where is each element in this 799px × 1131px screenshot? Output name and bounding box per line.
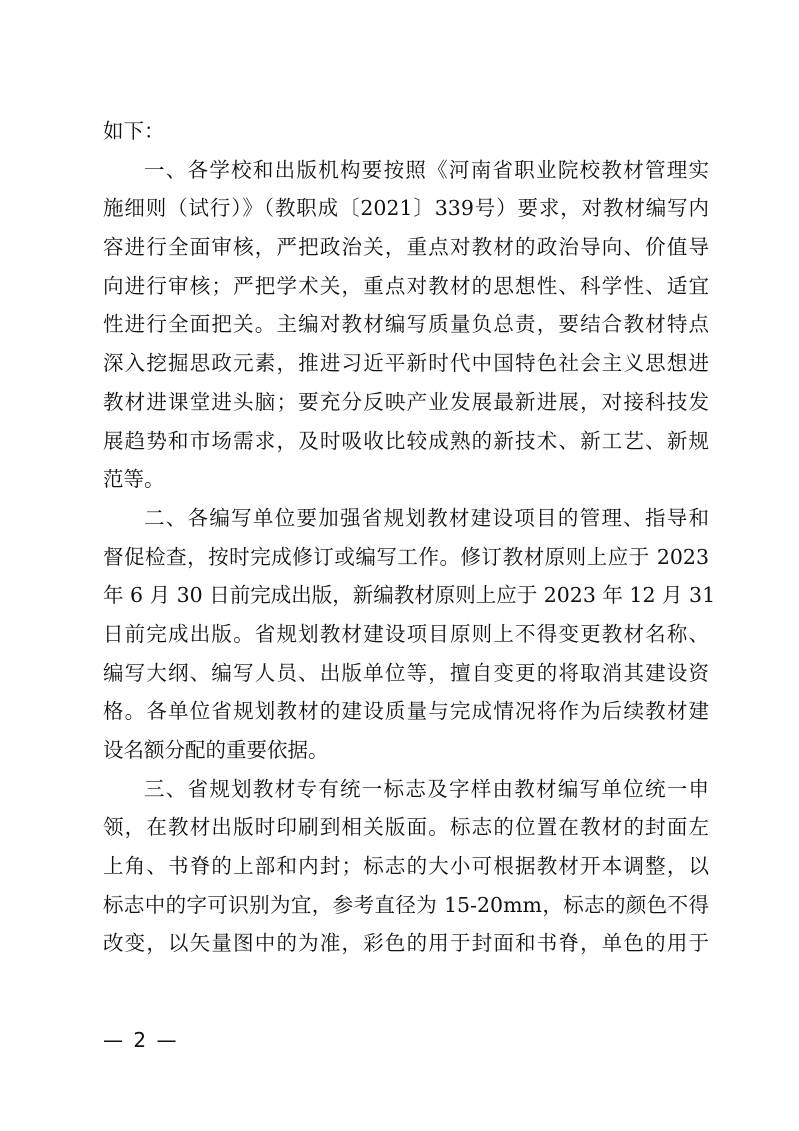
text-line: 上角、书脊的上部和内封；标志的大小可根据教材开本调整，以 <box>103 854 709 879</box>
text-line: 年 6 月 30 日前完成出版，新编教材原则上应于 2023 年 12 月 31 <box>103 583 716 608</box>
text-line: 领，在教材出版时印刷到相关版面。标志的位置在教材的封面左 <box>103 815 709 840</box>
text-line: 二、各编写单位要加强省规划教材建设项目的管理、指导和 <box>144 505 709 530</box>
text-line: 日前完成出版。省规划教材建设项目原则上不得变更教材名称、 <box>103 621 709 646</box>
text-line: 展趋势和市场需求，及时吸收比较成熟的新技术、新工艺、新规 <box>103 428 709 453</box>
text-line: 改变，以矢量图中的为准，彩色的用于封面和书脊，单色的用于 <box>103 931 709 956</box>
text-line: 编写大纲、编写人员、出版单位等，擅自变更的将取消其建设资 <box>103 660 709 685</box>
text-line: 督促检查，按时完成修订或编写工作。修订教材原则上应于 2023 <box>103 544 709 569</box>
text-line: 性进行全面把关。主编对教材编写质量负总责，要结合教材特点 <box>103 312 709 337</box>
text-line: 如下： <box>103 119 165 143</box>
document-body <box>103 112 716 963</box>
text-line: 设名额分配的重要依据。 <box>103 738 329 762</box>
text-line: 三、省规划教材专有统一标志及字样由教材编写单位统一申 <box>144 776 709 801</box>
text-line: 格。各单位省规划教材的建设质量与完成情况将作为后续教材建 <box>103 699 709 724</box>
text-line: 标志中的字可识别为宜，参考直径为 15-20mm，标志的颜色不得 <box>103 892 709 917</box>
text-line: 容进行全面审核，严把政治关，重点对教材的政治导向、价值导 <box>103 235 709 260</box>
text-line: 一、各学校和出版机构要按照《河南省职业院校教材管理实 <box>144 157 709 182</box>
page-number: — 2 — <box>103 1028 179 1052</box>
text-line: 向进行审核；严把学术关，重点对教材的思想性、科学性、适宜 <box>103 273 709 298</box>
text-line: 深入挖掘思政元素，推进习近平新时代中国特色社会主义思想进 <box>103 351 709 376</box>
text-line: 施细则（试行）》（教职成〔2021〕339号）要求，对教材编写内 <box>103 196 709 221</box>
text-line: 教材进课堂进头脑；要充分反映产业发展最新进展，对接科技发 <box>103 389 709 414</box>
text-line: 范等。 <box>103 467 165 492</box>
